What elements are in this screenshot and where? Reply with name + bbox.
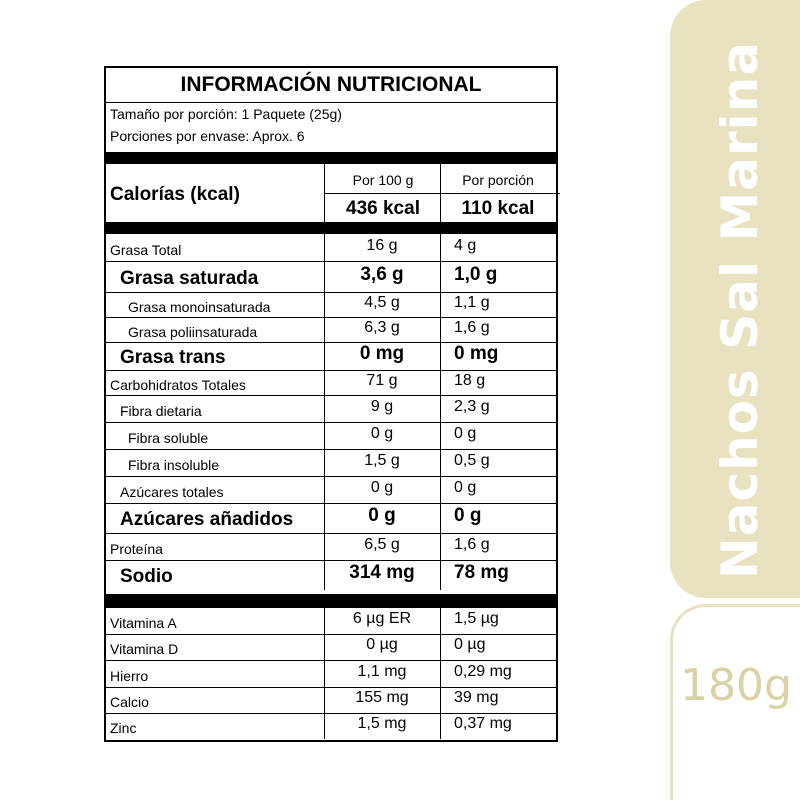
nutrient-name: Zinc (110, 720, 137, 736)
value-per-serving: 0,5 g (454, 451, 490, 469)
nutrition-title: INFORMACIÓN NUTRICIONAL (106, 68, 556, 103)
value-per-100g: 6 µg ER (352, 610, 412, 627)
value-per-100g: 9 g (370, 397, 394, 415)
value-per-serving: 1,0 g (454, 263, 498, 285)
nutrient-name: Grasa monoinsaturada (128, 298, 271, 315)
thick-divider (106, 152, 556, 164)
calories-per-100g: 436 kcal (346, 198, 420, 219)
nutrient-name: Grasa trans (120, 347, 226, 368)
value-per-serving: 1,5 µg (454, 610, 499, 627)
nutrient-name: Vitamina D (110, 641, 179, 657)
nutrient-name: Proteína (110, 540, 163, 557)
value-per-serving: 0 mg (454, 343, 499, 364)
value-per-100g: 0 µg (366, 636, 398, 653)
nutrient-name: Grasa saturada (120, 267, 259, 289)
nutrient-name: Azúcares totales (120, 483, 224, 500)
nutrient-name: Calcio (110, 694, 149, 710)
nutrient-name: Fibra soluble (128, 429, 209, 446)
nutrient-name: Grasa Total (110, 241, 182, 258)
row-divider (106, 687, 556, 688)
calories-divider (324, 193, 560, 194)
value-per-serving: 1,6 g (454, 318, 490, 336)
nutrient-name: Carbohidratos Totales (110, 376, 246, 393)
row-divider (106, 713, 556, 714)
nutrition-facts-panel (104, 66, 558, 742)
column-divider (324, 608, 325, 739)
column-divider (440, 608, 441, 739)
value-per-serving: 78 mg (454, 562, 509, 583)
value-per-100g: 1,1 mg (357, 662, 407, 680)
nutrient-name: Sodio (120, 566, 173, 587)
value-per-serving: 0 g (454, 505, 482, 526)
row-divider (106, 660, 556, 661)
row-divider (106, 261, 556, 262)
value-per-serving: 1,1 g (454, 293, 490, 311)
row-divider (106, 395, 556, 396)
nutrient-name: Fibra dietaria (120, 402, 202, 419)
value-per-100g: 16 g (366, 236, 398, 254)
value-per-100g: 4,5 g (364, 293, 400, 311)
value-per-100g: 0 g (370, 424, 394, 442)
calories-per-serving: 110 kcal (461, 198, 535, 219)
row-divider (106, 503, 556, 504)
value-per-100g: 3,6 g (360, 263, 404, 285)
row-divider (106, 449, 556, 450)
nutrient-name: Hierro (110, 667, 149, 684)
column-divider (440, 164, 441, 222)
value-per-serving: 0,37 mg (454, 715, 512, 732)
product-name (690, 40, 790, 580)
nutrient-name: Vitamina A (110, 615, 177, 631)
value-per-100g: 6,3 g (364, 318, 400, 336)
row-divider (106, 560, 556, 561)
column-divider (324, 164, 325, 222)
row-divider (106, 476, 556, 477)
calories-label: Calorías (kcal) (110, 184, 240, 205)
col-header-per-serving: Por porción (462, 172, 534, 188)
value-per-100g: 0 g (370, 478, 394, 496)
row-divider (106, 422, 556, 423)
value-per-serving: 2,3 g (454, 397, 490, 415)
row-divider (106, 634, 556, 635)
nutrient-name: Grasa poliinsaturada (128, 323, 258, 340)
net-weight: 180g (680, 660, 792, 711)
nutrient-name: Fibra insoluble (128, 456, 220, 473)
product-name-text: Nachos Sal Marina (711, 40, 770, 580)
value-per-serving: 0 g (454, 478, 477, 496)
value-per-100g: 0 g (368, 505, 396, 526)
row-divider (106, 533, 556, 534)
column-divider (440, 234, 441, 590)
value-per-100g: 71 g (366, 371, 398, 389)
value-per-100g: 6,5 g (364, 535, 400, 553)
thick-divider (106, 594, 556, 608)
value-per-100g: 155 mg (355, 689, 409, 706)
value-per-100g: 1,5 g (364, 451, 400, 469)
value-per-serving: 18 g (454, 371, 486, 389)
value-per-serving: 0 g (454, 424, 477, 442)
value-per-serving: 0,29 mg (454, 662, 512, 680)
value-per-100g: 0 mg (359, 343, 405, 364)
servings-per-container: Porciones por envase: Aprox. 6 (110, 128, 305, 144)
serving-size: Tamaño por porción: 1 Paquete (25g) (110, 106, 342, 122)
value-per-serving: 39 mg (454, 689, 499, 706)
value-per-100g: 314 mg (349, 562, 415, 583)
value-per-serving: 0 µg (454, 636, 486, 653)
value-per-serving: 1,6 g (454, 535, 490, 553)
value-per-100g: 1,5 mg (357, 715, 407, 732)
column-divider (324, 234, 325, 590)
value-per-serving: 4 g (454, 236, 477, 254)
nutrient-name: Azúcares añadidos (120, 509, 294, 530)
thick-divider (106, 222, 556, 234)
col-header-per-100g: Por 100 g (352, 172, 414, 188)
